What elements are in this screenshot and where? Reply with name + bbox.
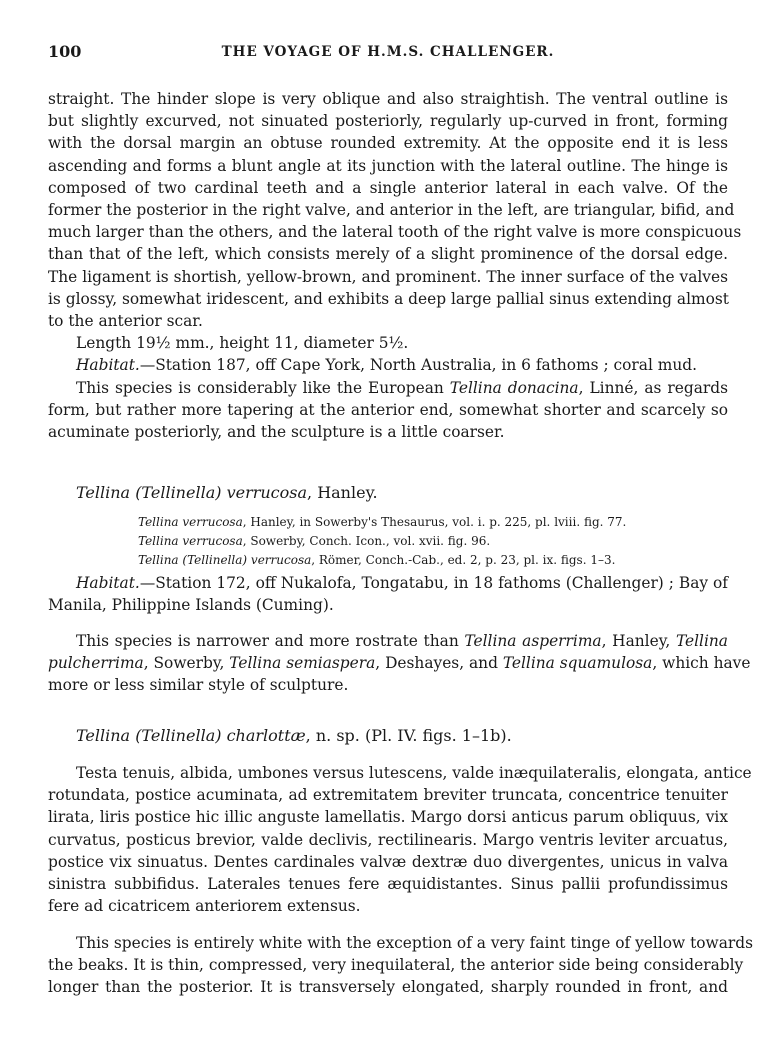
english-description [48,932,753,999]
running-title: THE VOYAGE OF H.M.S. CHALLENGER. [221,44,555,60]
text-line: to the anterior scar. [48,312,203,331]
remark-text: This species is considerably like the European [76,378,450,397]
remark-text: , Deshayes, and [375,654,503,673]
habitat-label: Habitat. [76,356,140,375]
synonym-ref: , Hanley, in Sowerby's Thesaurus, vol. i. p. 225, pl. lviii. fig. 77. [242,515,627,529]
latin-line: postice vix sinuatus. Dentes cardinales valvæ dextræ duo divergentes, unicus in valva [48,852,728,871]
subgenus: (Tellinella) [135,483,222,502]
remark-line [48,630,728,652]
remark-line: acuminate posteriorly, and the sculpture is a little coarser. [48,423,505,442]
verrucosa-remark [48,630,751,697]
subgenus: (Tellinella) [135,726,222,745]
page-header [48,42,728,66]
species-name: pulcherrima [48,654,144,673]
continued-description [48,88,742,443]
remark-text: , Sowerby, [143,654,230,673]
species-name: Tellina [675,632,728,650]
text-line: This species is entirely white with the exception of a very faint tinge of yellow towards [76,934,753,952]
remark-line [48,377,728,399]
text-line: than that of the left, which consists merely of a slight prominence of the dorsal edge. [48,245,728,264]
habitat-text: —Station 187, off Cape York, North Australia, in 6 fathoms ; coral mud. [139,356,698,375]
synonymy-list [138,513,626,570]
species-name: Tellina donacina [449,378,579,397]
species-name: Tellina asperrima [464,632,602,650]
remark-text: , which have [652,654,751,673]
text-line: the beaks. It is thin, compressed, very inequilateral, the anterior side being considerably [48,956,744,975]
remark-text: This species is narrower and more rostrate than [76,632,465,650]
habitat-line: Manila, Philippine Islands (Cuming). [48,596,334,615]
latin-line: Testa tenuis, albida, umbones versus lutescens, valde inæquilateralis, elongata, antice [76,764,752,782]
text-line: The ligament is shortish, yellow-brown, and prominent. The inner surface of the valves [48,267,728,286]
remark-line: form, but rather more tapering at the anterior end, somewhat shorter and scarcely so [48,400,728,419]
habitat-label: Habitat. [76,574,140,592]
latin-line: rotundata, postice acuminata, ad extremitatem breviter truncata, concentrice tenuiter [48,786,728,805]
text-line: with the dorsal margin an obtuse rounded extremity. At the opposite end it is less [48,134,728,153]
text-line: composed of two cardinal teeth and a single anterior lateral in each valve. Of the [48,178,728,197]
latin-line: sinistra subbifidus. Laterales tenues fere æquidistantes. Sinus pallii profundissimus [48,875,728,894]
text-line: ascending and forms a blunt angle at its junction with the lateral outline. The hinge is [48,156,728,175]
page-number: 100 [48,42,82,61]
verrucosa-habitat [48,572,728,616]
species-suffix: , n. sp. (Pl. IV. figs. 1–1b). [305,726,512,745]
species-name: Tellina semiaspera [229,654,376,673]
latin-line: lirata, liris postice hic illic anguste lamellatis. Margo dorsi anticus parum obliquus, vix [48,808,728,827]
species-name: Tellina squamulosa [502,654,653,673]
remark-line [48,652,751,674]
synonym-entry [138,551,626,570]
species-heading-charlottae [76,726,512,745]
synonym-entry [138,513,626,532]
remark-text: , Hanley, [601,632,676,650]
genus: Tellina [76,726,131,745]
synonym-ref: , Römer, Conch.-Cab., ed. 2, p. 23, pl. ix. figs. 1–3. [311,553,616,567]
remark-line: more or less similar style of sculpture. [48,676,349,695]
synonym-name: Tellina (Tellinella) verrucosa [138,553,312,567]
text-line: much larger than the others, and the lateral tooth of the right valve is more conspicuous [48,223,742,242]
text-line: former the posterior in the right valve, and anterior in the left, are triangular, bifid, and [48,201,735,220]
synonym-ref: , Sowerby, Conch. Icon., vol. xvii. fig. 96. [242,534,491,548]
habitat-line [48,354,728,376]
synonym-name: Tellina verrucosa [138,534,243,548]
synonym-name: Tellina verrucosa [138,515,243,529]
latin-line: curvatus, posticus brevior, valde declivis, rectilinearis. Margo ventris leviter arcuatus, [48,830,728,849]
species: charlottæ [226,726,306,745]
habitat-text: —Station 172, off Nukalofa, Tongatabu, in 18 fathoms (Challenger) ; Bay of [139,574,728,592]
measurements: Length 19½ mm., height 11, diameter 5½. [76,334,409,353]
latin-diagnosis [48,762,752,917]
text-line: but slightly excurved, not sinuated posteriorly, regularly up-curved in front, forming [48,112,728,131]
text-line: longer than the posterior. It is transversely elongated, sharply rounded in front, and [48,978,728,997]
habitat-line [48,572,728,594]
author: , Hanley. [307,483,378,502]
remark-text: , Linné, as regards [578,378,728,397]
species: verrucosa [226,483,308,502]
species-heading-verrucosa [76,483,378,502]
latin-line: fere ad cicatricem anteriorem extensus. [48,897,361,916]
synonym-entry [138,532,626,551]
text-line: straight. The hinder slope is very oblique and also straightish. The ventral outline is [48,90,728,108]
text-line: is glossy, somewhat iridescent, and exhibits a deep large pallial sinus extending almost [48,289,729,308]
genus: Tellina [76,483,131,502]
